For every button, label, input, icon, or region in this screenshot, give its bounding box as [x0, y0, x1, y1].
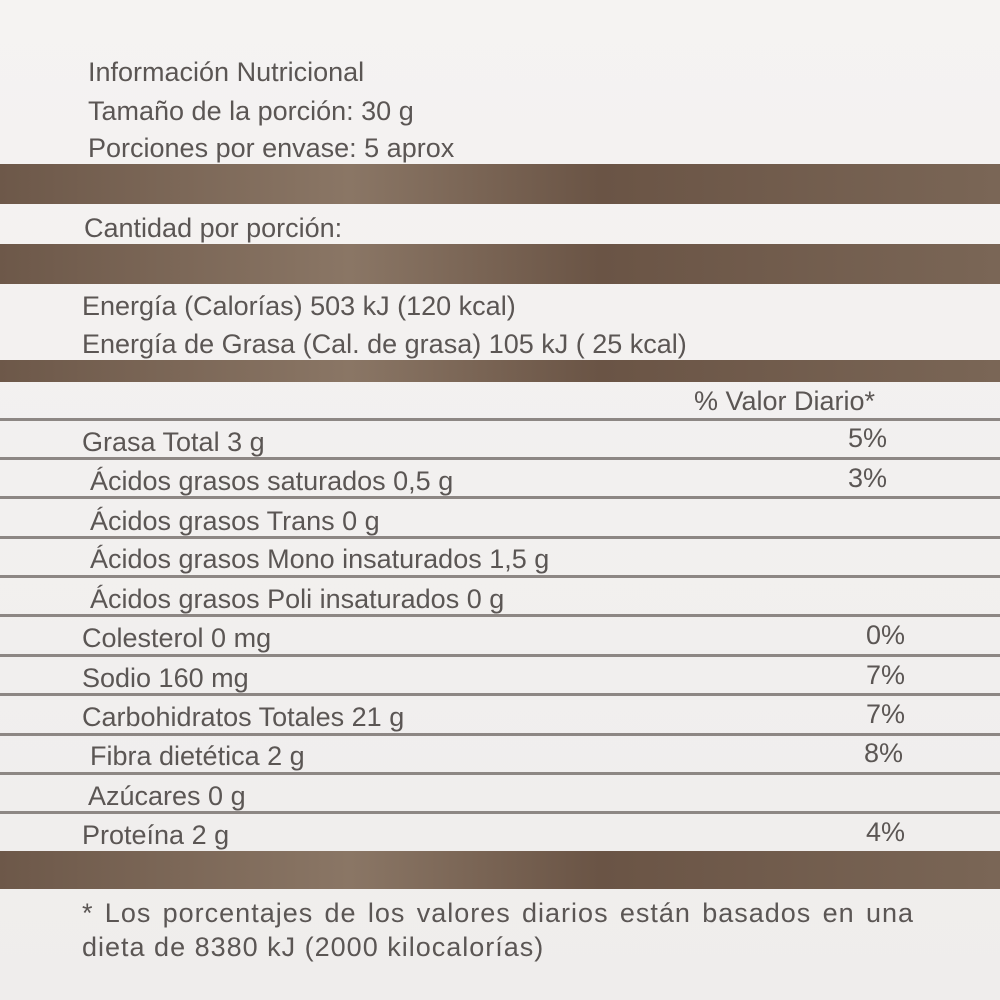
nutrient-name: Ácidos grasos Trans 0 g	[90, 506, 380, 536]
nutrient-name: Colesterol 0 mg	[82, 623, 272, 653]
nutrient-percent: 8%	[864, 738, 904, 768]
energy-fat: Energía de Grasa (Cal. de grasa) 105 kJ ( 25 kcal)	[82, 329, 687, 359]
row-divider	[0, 733, 1000, 736]
thick-divider	[0, 164, 1000, 204]
thick-divider	[0, 244, 1000, 284]
row-divider	[0, 654, 1000, 657]
servings-per-container: Porciones por envase: 5 aprox	[88, 133, 455, 163]
row-divider	[0, 418, 1000, 421]
row-divider	[0, 575, 1000, 578]
nutrient-percent: 7%	[866, 660, 906, 690]
row-divider	[0, 772, 1000, 775]
nutrient-name: Grasa Total 3 g	[82, 427, 265, 457]
nutrient-name: Ácidos grasos Poli insaturados 0 g	[90, 584, 505, 614]
nutrient-percent: 5%	[848, 423, 888, 453]
serving-size: Tamaño de la porción: 30 g	[88, 96, 414, 126]
medium-divider	[0, 360, 1000, 382]
nutrient-percent: 7%	[866, 699, 906, 729]
energy-calories: Energía (Calorías) 503 kJ (120 kcal)	[82, 291, 516, 321]
nutrient-name: Carbohidratos Totales 21 g	[82, 702, 405, 732]
nutrient-name: Azúcares 0 g	[88, 781, 246, 811]
daily-value-header: % Valor Diario*	[694, 386, 876, 416]
footnote: * Los porcentajes de los valores diarios están basados en una dieta de 8380 kJ (2000 kilocalorías)	[82, 898, 914, 962]
label-title: Información Nutricional	[88, 57, 365, 87]
nutrient-name: Ácidos grasos saturados 0,5 g	[90, 466, 454, 496]
nutrient-percent: 0%	[866, 620, 906, 650]
nutrient-name: Fibra dietética 2 g	[90, 741, 305, 771]
nutrient-name: Ácidos grasos Mono insaturados 1,5 g	[90, 544, 550, 574]
nutrient-name: Sodio 160 mg	[82, 663, 249, 693]
nutrient-percent: 4%	[866, 817, 906, 847]
nutrient-name: Proteína 2 g	[82, 820, 230, 850]
thick-divider	[0, 851, 1000, 889]
nutrient-percent: 3%	[848, 463, 888, 493]
amount-per-serving: Cantidad por porción:	[84, 213, 343, 243]
